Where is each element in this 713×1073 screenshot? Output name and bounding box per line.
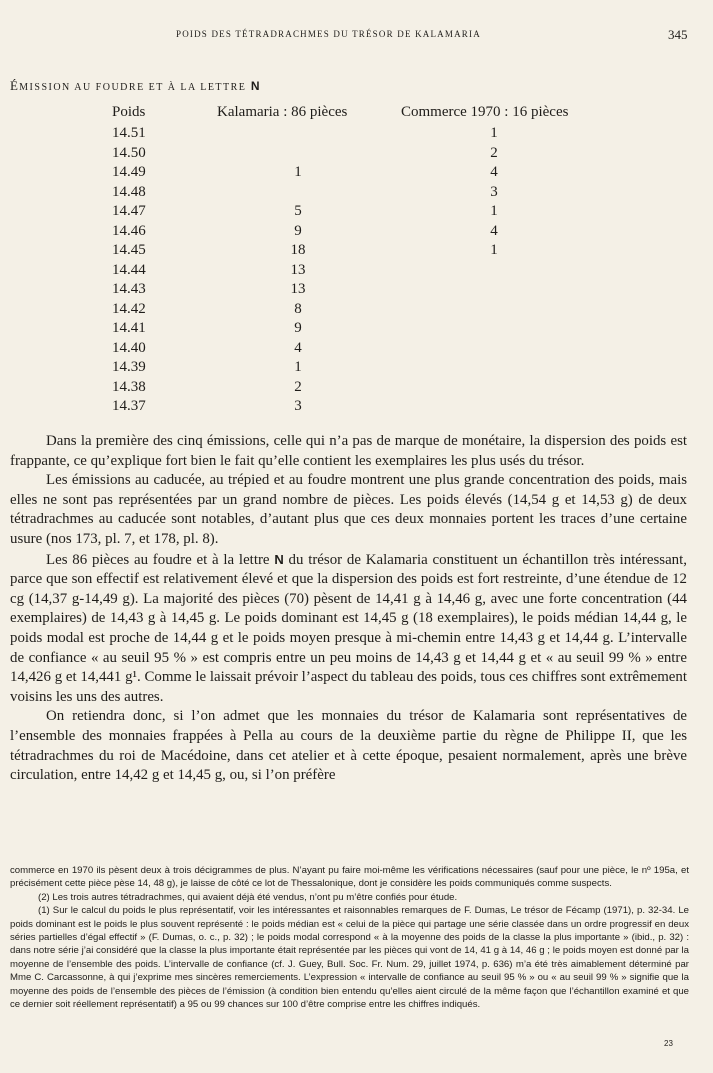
cell-poids: 14.49 — [112, 164, 146, 180]
cell-kalamaria: 1 — [294, 164, 302, 180]
weights-table — [0, 104, 713, 418]
cell-kalamaria: 8 — [294, 300, 302, 317]
cell-poids: 14.48 — [112, 183, 146, 200]
heading-letter: N — [250, 79, 261, 93]
table-row — [0, 398, 713, 418]
table-row — [0, 359, 713, 379]
cell-poids: 14.40 — [112, 339, 146, 356]
cell-kalamaria: 2 — [294, 378, 302, 395]
cell-poids: 14.39 — [112, 359, 146, 375]
cell-commerce: 1 — [490, 125, 498, 141]
heading-initial: É — [10, 78, 20, 93]
table-row — [0, 281, 713, 301]
table-row — [0, 164, 713, 184]
cell-poids: 14.50 — [112, 144, 146, 161]
table-row — [0, 184, 713, 204]
header-commerce: Commerce 1970 : 16 pièces — [401, 104, 569, 120]
cell-poids: 14.46 — [112, 222, 146, 239]
cell-poids: 14.42 — [112, 300, 146, 317]
cell-commerce: 4 — [490, 164, 498, 180]
header-poids: Poids — [112, 104, 146, 120]
cell-poids: 14.43 — [112, 281, 146, 297]
table-row — [0, 203, 713, 223]
footnote-2: (2) Les trois autres tétradrachmes, qui avaient déjà été vendus, n’ont pu m’être confiés pour étude. — [38, 891, 458, 903]
cell-poids: 14.41 — [112, 320, 146, 336]
cell-kalamaria: 3 — [294, 398, 302, 414]
heading-text: MISSION AU FOUDRE ET À LA LETTRE — [19, 82, 247, 93]
cell-kalamaria: 9 — [294, 320, 302, 336]
cell-commerce: 3 — [490, 183, 498, 200]
cell-kalamaria: 4 — [294, 339, 302, 356]
cell-commerce: 1 — [490, 203, 498, 219]
table-body — [0, 125, 713, 418]
table-row — [0, 145, 713, 165]
table-row — [0, 340, 713, 360]
paragraph: Dans la première des cinq émissions, celle qui n’a pas de marque de monétaire, la dispersion des poids est frappante, ce qu’explique fort bien le fait qu’elle contient les exemplaires les plus usés du trésor. — [10, 433, 687, 469]
table-row — [0, 223, 713, 243]
paragraph-letter: N — [274, 551, 284, 567]
cell-poids: 14.51 — [112, 125, 146, 141]
table-row — [0, 242, 713, 262]
running-head — [0, 27, 713, 43]
table-row — [0, 320, 713, 340]
cell-poids: 14.47 — [112, 203, 146, 219]
cell-commerce: 1 — [490, 242, 498, 258]
header-kalamaria: Kalamaria : 86 pièces — [217, 104, 348, 120]
table-row — [0, 379, 713, 399]
cell-poids: 14.44 — [112, 261, 146, 278]
cell-poids: 14.38 — [112, 378, 146, 395]
footnote-continuation: commerce en 1970 ils pèsent deux à trois décigrammes de plus. N’ayant pu faire moi-même les vérifications nécessaires (sauf pour une pièce, le nº 195a, et précisément cette pièce pèse 14, 48 g), je laisse de côté ce lot de Thessalonique, dont je considère les poids communiqués comme suspects. — [10, 865, 689, 890]
paragraph: On retiendra donc, si l’on admet que les monnaies du trésor de Kalamaria sont représentatives de l’ensemble des monnaies frappées à Pella au cours de la deuxième partie du règne de Philippe II, que les tétradrachmes du roi de Macédoine, dans cet atelier et à cette époque, pesaient normalement, après une brève circulation, entre 14,42 g et 14,45 g, ou, si l’on préfère — [10, 708, 687, 784]
table-row — [0, 125, 713, 145]
paragraph-part: du trésor de Kalamaria constituent un échantillon très intéressant, parce que son effectif est relativement élevé et que la dispersion des poids est fort restreinte, d’une étendue de 12 cg (14,37 g-14,49 g). La majorité des pièces (70) pèsent de 14,41 g à 14,46 g, avec une forte concentration (44 exemplaires) de 14,43 g à 14,45 g. Le poids dominant est 14,45 g (18 exemplaires), le poids médian 14,44 g, le poids modal est proche de 14,44 g et le poids moyen presque à mi-chemin entre 14,43 g et 14,44 g. L’intervalle de confiance « au seuil 95 % » est compris entre un peu moins de 14,43 g et 14,44 g et « au seuil 99 % » entre 14,426 g et 14,441 g¹. Comme le laissait prévoir l’aspect du tableau des poids, tous ces chiffres sont extrêmement voisins les uns des autres. — [10, 551, 687, 705]
cell-kalamaria: 13 — [290, 281, 306, 297]
paragraph-part: Les 86 pièces au foudre et à la lettre — [46, 551, 270, 568]
cell-kalamaria: 1 — [294, 359, 302, 375]
table-header — [0, 104, 713, 125]
footnotes — [10, 864, 689, 1011]
paragraph: Les émissions au caducée, au trépied et au foudre montrent une plus grande concentration des poids, mais elles ne sont pas représentées par un grand nombre de pièces. Les poids élevés (14,54 g et 14,53 g) de deux tétradrachmes au caducée sont notables, d’autant plus que ces deux monnaies portent les traces d’une certaine usure (nos 173, pl. 7, et 178, pl. 8). — [10, 472, 687, 547]
cell-poids: 14.45 — [112, 242, 146, 258]
running-title: POIDS DES TÉTRADRACHMES DU TRÉSOR DE KALAMARIA — [176, 29, 481, 39]
section-heading — [10, 78, 261, 94]
cell-kalamaria: 9 — [294, 222, 302, 239]
body-text — [10, 432, 687, 786]
cell-commerce: 2 — [490, 144, 498, 161]
table-row — [0, 262, 713, 282]
signature-mark: 23 — [664, 1039, 673, 1048]
footnote-1: (1) Sur le calcul du poids le plus représentatif, voir les intéressantes et raisonnables remarques de F. Dumas, Le trésor de Fécamp (1971), p. 32-34. Le poids dominant est le poids le plus souvent représenté : le poids médian est « celui de la pièce qui partage une série classée dans un ordre progressif en deux séries partielles d’égal effectif » (F. Dumas, o. c., p. 32) ; le poids modal correspond « à la moyenne des poids de la classe la plus importante » (ibid., p. 32) : dans notre série j’ai considéré que la classe la plus importante était représentée par les pièces qui vont de 14, 41 g à 14, 46 g ; le poids moyen est donné par la moyenne de l’ensemble des poids. L’intervalle de confiance (cf. J. Guey, Bull. Soc. Fr. Num. 29, juillet 1974, p. 636) m’a été très aimablement déterminé par Mme C. Carcassonne, à qui j’exprime mes sincères remerciements. L’expression « intervalle de confiance au seuil 95 % » ou « au seuil 99 % » signifie que la moyenne des poids de l’ensemble des pièces de l’émission (à condition bien entendu qu’elles aient circulé de la même façon que l’échantillon examiné et que ce dernier soit réellement représentatif) a 95 ou 99 chances sur 100 d’être comprise entre les chiffres indiqués. — [10, 905, 689, 1011]
cell-kalamaria: 13 — [290, 261, 306, 278]
table-row — [0, 301, 713, 321]
cell-kalamaria: 18 — [290, 242, 306, 258]
paragraph — [10, 550, 687, 708]
cell-commerce: 4 — [490, 222, 498, 239]
page-number: 345 — [668, 27, 688, 42]
cell-poids: 14.37 — [112, 398, 146, 414]
cell-kalamaria: 5 — [294, 203, 302, 219]
